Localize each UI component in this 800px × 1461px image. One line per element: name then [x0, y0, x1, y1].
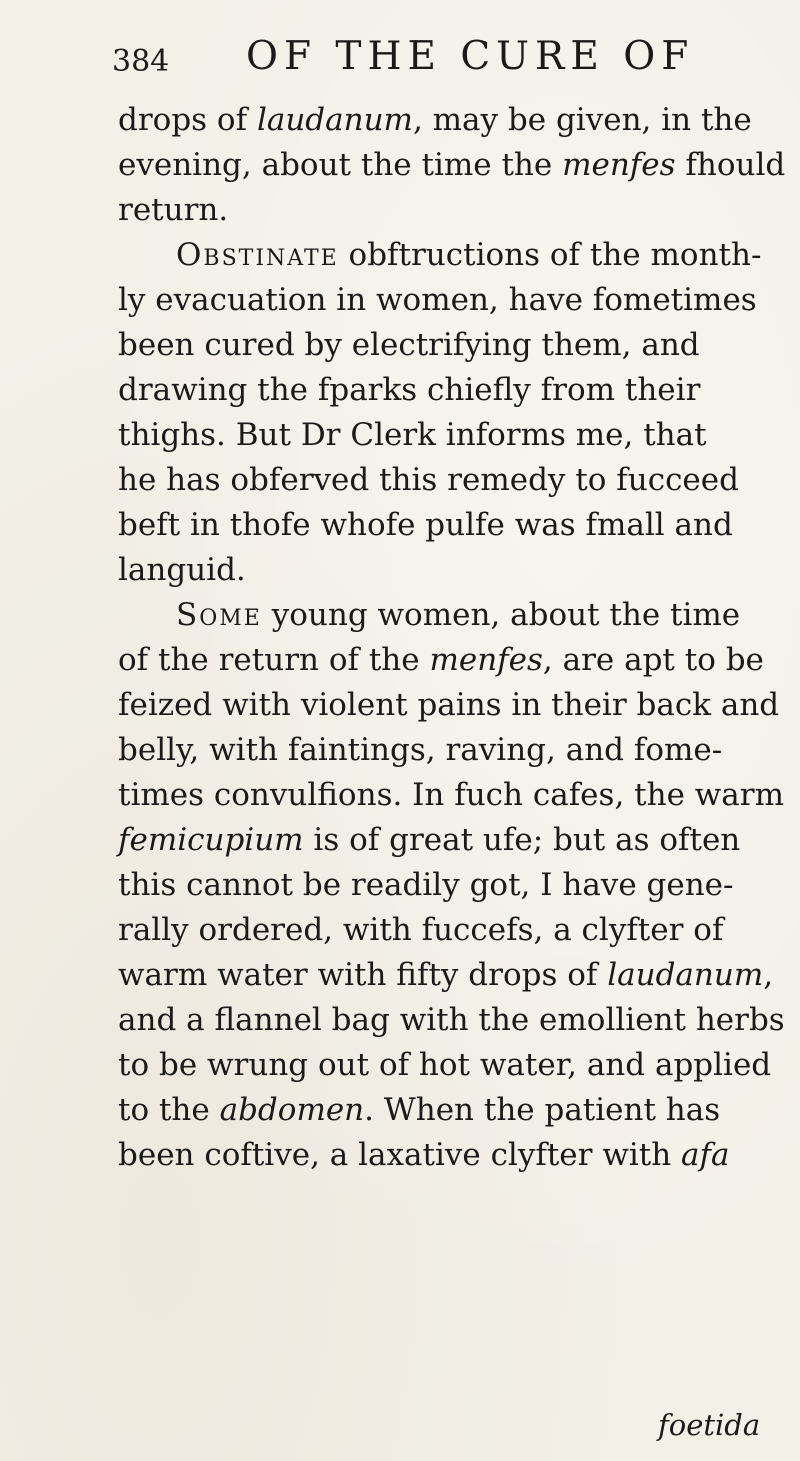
- running-head: [112, 34, 732, 94]
- catchword: foetida: [658, 1408, 761, 1442]
- text-line: [118, 368, 753, 413]
- text-segment: drawing the fparks chiefly from their: [118, 372, 701, 408]
- text-line: [118, 413, 753, 458]
- paragraph: [118, 233, 762, 593]
- text-line: [118, 188, 753, 233]
- text-segment: and a flannel bag with the emollient herbs: [118, 1002, 785, 1038]
- text-segment: belly, with faintings, raving, and fome-: [118, 732, 723, 768]
- text-line: [118, 233, 762, 278]
- text-segment: young women, about the time: [261, 597, 741, 633]
- body-text: [118, 98, 786, 1178]
- text-line: [118, 638, 764, 683]
- text-segment: he has obferved this remedy to fucceed: [118, 462, 739, 498]
- text-segment: been coftive, a laxative clyfter with: [118, 1137, 682, 1173]
- italic-term: laudanum: [607, 957, 764, 993]
- text-line: [118, 1088, 753, 1133]
- text-segment: of the return of the: [118, 642, 430, 678]
- text-segment: drops of: [118, 102, 257, 138]
- text-segment: ly evacuation in women, have fometimes: [118, 282, 757, 318]
- paragraph-lead-word: Some: [176, 597, 262, 633]
- text-segment: fhould: [675, 147, 786, 183]
- text-line: [118, 1043, 772, 1088]
- italic-term: laudanum: [256, 102, 413, 138]
- text-line: [118, 503, 753, 548]
- text-line: [118, 908, 753, 953]
- text-segment: to be wrung out of hot water, and applied: [118, 1047, 772, 1083]
- paragraph-lead-word: Obstinate: [176, 237, 339, 273]
- text-line: [118, 773, 785, 818]
- text-line: [118, 458, 753, 503]
- text-line: [118, 998, 785, 1043]
- text-segment: warm water with fifty drops of: [118, 957, 608, 993]
- italic-term: menfes: [429, 642, 543, 678]
- text-line: [118, 1133, 753, 1178]
- text-line: [118, 593, 753, 638]
- text-line: [118, 728, 753, 773]
- text-line: [118, 323, 753, 368]
- text-segment: , are apt to be: [542, 642, 764, 678]
- text-segment: , may be given, in the: [412, 102, 752, 138]
- page-number: 384: [112, 44, 170, 79]
- text-line: [118, 953, 774, 998]
- text-segment: this cannot be readily got, I have gene-: [118, 867, 734, 903]
- text-line: [118, 98, 753, 143]
- italic-term: menfes: [562, 147, 676, 183]
- text-line: [118, 143, 786, 188]
- italic-term: afa: [681, 1137, 730, 1173]
- text-segment: ,: [763, 957, 774, 993]
- text-segment: rally ordered, with fuccefs, a clyfter of: [118, 912, 724, 948]
- text-segment: evening, about the time the: [118, 147, 563, 183]
- text-segment: been cured by electrifying them, and: [118, 327, 700, 363]
- text-segment: times convulfions. In fuch cafes, the warm: [118, 777, 785, 813]
- running-title: OF THE CURE OF: [246, 34, 695, 79]
- text-segment: thighs. But Dr Clerk informs me, that: [118, 417, 707, 453]
- text-line: [118, 548, 753, 593]
- text-segment: return.: [118, 192, 229, 228]
- italic-term: femicupium: [118, 822, 304, 858]
- text-segment: beft in thofe whofe pulfe was fmall and: [118, 507, 733, 543]
- italic-term: abdomen: [219, 1092, 365, 1128]
- text-segment: feized with violent pains in their back and: [118, 687, 780, 723]
- text-segment: . When the patient has: [364, 1092, 721, 1128]
- text-segment: obftructions of the month-: [338, 237, 762, 273]
- paragraph: [118, 98, 786, 233]
- paragraph: [118, 593, 785, 1178]
- text-segment: is of great ufe; but as often: [303, 822, 741, 858]
- text-line: [118, 863, 753, 908]
- text-segment: languid.: [118, 552, 246, 588]
- text-line: [118, 278, 757, 323]
- text-line: [118, 818, 753, 863]
- text-segment: to the: [118, 1092, 220, 1128]
- text-line: [118, 683, 780, 728]
